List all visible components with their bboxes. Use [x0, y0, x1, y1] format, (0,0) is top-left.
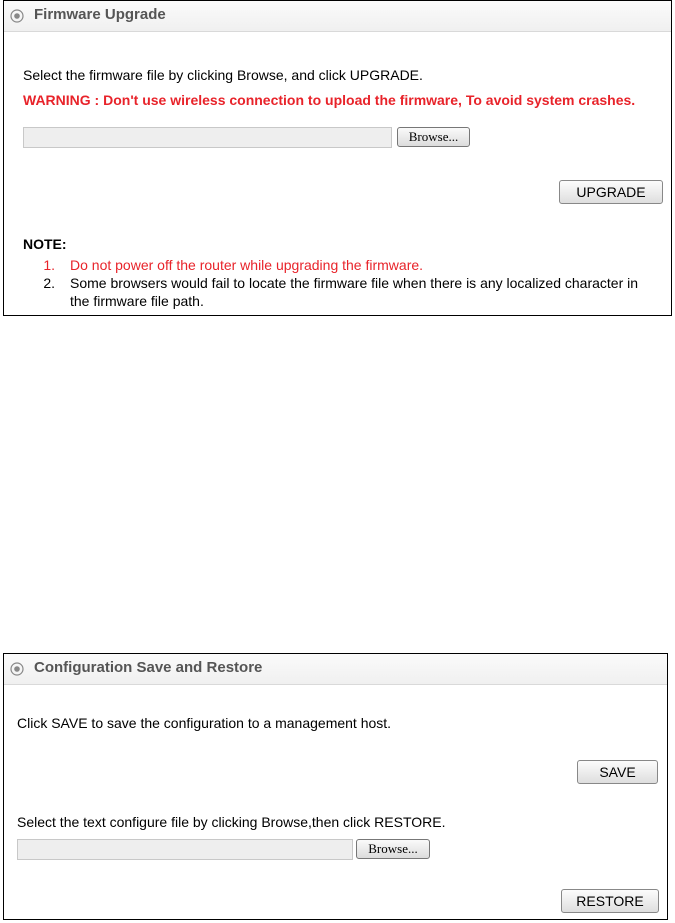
save-instruction: Click SAVE to save the configuration to a management host. — [17, 715, 392, 731]
save-button[interactable]: SAVE — [577, 760, 658, 784]
restore-instruction: Select the text configure file by clicking Browse,then click RESTORE. — [17, 814, 446, 830]
firmware-browse-button[interactable]: Browse... — [397, 127, 470, 147]
firmware-panel-title: Firmware Upgrade — [34, 6, 166, 23]
firmware-warning: WARNING : Don't use wireless connection to upload the firmware, To avoid system crashes. — [23, 92, 636, 108]
config-file-input[interactable] — [17, 839, 353, 860]
radio-circle-icon — [10, 662, 24, 676]
config-save-restore-panel — [3, 653, 668, 920]
firmware-panel-header — [4, 1, 671, 32]
upgrade-button[interactable]: UPGRADE — [559, 180, 663, 204]
config-panel-header — [4, 654, 667, 685]
firmware-instruction: Select the firmware file by clicking Browse, and click UPGRADE. — [23, 67, 423, 83]
restore-button[interactable]: RESTORE — [561, 889, 659, 913]
note-heading: NOTE: — [23, 236, 67, 252]
radio-circle-icon — [10, 9, 24, 23]
config-panel-title: Configuration Save and Restore — [34, 659, 263, 676]
firmware-upgrade-panel: Firmware Upgrade Select the firmware file by clicking Browse, and click UPGRADE. WARNING : Don't use wireless connection to upload the firmware, To avoid system crashes. Browse... UPGRADE NOTE: 1. Do not power off the router while upgrading the firmware. 2. Some browsers would fail to locate the firmware file when there is any localized character in the firmware file path. — [3, 0, 672, 316]
firmware-file-input[interactable] — [23, 127, 392, 148]
config-browse-button[interactable]: Browse... — [356, 839, 430, 859]
